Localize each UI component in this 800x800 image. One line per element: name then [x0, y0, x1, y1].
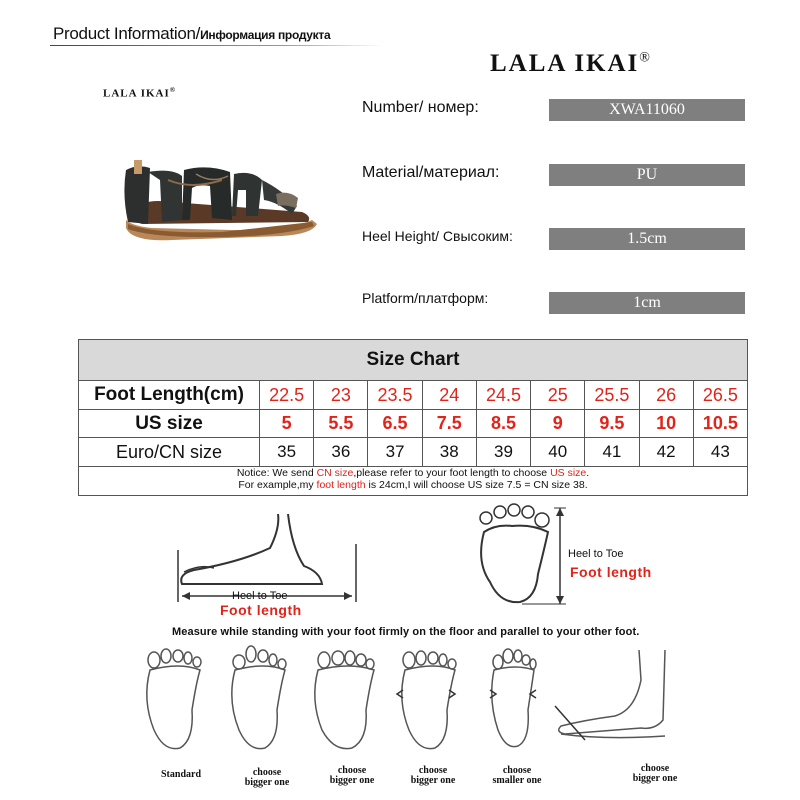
foot-label-5: choose smaller one [492, 765, 542, 786]
table-cell: 23 [314, 381, 368, 409]
header-divider [50, 45, 383, 46]
table-cell: 41 [585, 438, 639, 466]
brand-logo-large: LALA IKAI® [490, 50, 652, 77]
measure-instruction: Measure while standing with your foot firmly on the floor and parallel to your other foot. [172, 626, 640, 638]
table-row-euro-size [79, 438, 747, 467]
side-foot-length-label: Foot length [220, 602, 302, 618]
table-cell: 35 [260, 438, 314, 466]
product-info-title: Product Information/Информация продукта [53, 24, 331, 43]
size-notice: Notice: We send CN size,please refer to your foot length to choose US size. For example,my foot length is 24cm,I will choose US size 7.5 = CN size 38. [236, 467, 590, 491]
foot-type-5 [490, 649, 536, 747]
info-value-material: PU [549, 164, 745, 186]
table-row-us-size [79, 410, 747, 438]
table-cell: 24.5 [477, 381, 531, 409]
table-cell: 10 [640, 410, 694, 437]
info-label-platform: Platform/платформ: [362, 290, 489, 306]
top-foot-length-label: Foot length [570, 564, 652, 580]
table-cell: 37 [368, 438, 422, 466]
table-row-foot-length [79, 381, 747, 410]
table-cell: 22.5 [260, 381, 314, 409]
table-cell: 25 [531, 381, 585, 409]
table-cell: 26.5 [702, 385, 738, 405]
foot-label-2: choose bigger one [244, 767, 290, 788]
foot-types-row [120, 640, 740, 760]
info-label-number: Number/ номер: [362, 99, 479, 116]
table-cell: 5.5 [314, 410, 368, 437]
foot-type-4 [397, 651, 456, 749]
table-cell: 39 [477, 438, 531, 466]
table-cell: 9 [531, 410, 585, 437]
foot-label-3: choose bigger one [329, 765, 375, 786]
table-cell: 23.5 [368, 381, 422, 409]
foot-label-standard: Standard [160, 769, 201, 780]
size-chart-table [78, 339, 748, 496]
foot-type-standard [147, 649, 201, 749]
table-cell: 26 [640, 381, 694, 409]
info-label-heel-height: Heel Height/ Свысоким: [362, 228, 513, 244]
table-cell: 25.5 [585, 381, 639, 409]
foot-label-4: choose bigger one [410, 765, 456, 786]
table-cell: 9.5 [585, 410, 639, 437]
brand-logo-small: LALA IKAI® [103, 86, 177, 100]
info-value-platform: 1cm [549, 292, 745, 314]
table-cell: 38 [423, 438, 477, 466]
table-cell: 6.5 [368, 410, 422, 437]
table-cell: 24 [423, 381, 477, 409]
row-header: Euro/CN size [79, 438, 260, 466]
foot-type-3 [315, 651, 374, 749]
foot-type-6 [555, 650, 665, 740]
top-heel-to-toe-label: Heel to Toe [568, 548, 624, 560]
table-cell: 7.5 [423, 410, 477, 437]
table-cell: 43 [710, 442, 730, 461]
table-cell: 8.5 [477, 410, 531, 437]
size-chart-title: Size Chart [79, 340, 747, 381]
table-cell: 36 [314, 438, 368, 466]
foot-label-6: choose bigger one [632, 763, 678, 784]
sandal-product-image [112, 150, 332, 250]
info-label-material: Material/материал: [362, 164, 500, 181]
table-cell: 10.5 [702, 413, 738, 433]
side-heel-to-toe-label: Heel to Toe [232, 590, 288, 602]
table-cell: 42 [640, 438, 694, 466]
row-header: US size [79, 410, 260, 437]
info-value-number: XWA11060 [549, 99, 745, 121]
row-header: Foot Length(cm) [79, 381, 260, 409]
table-cell: 5 [260, 410, 314, 437]
table-cell: 40 [531, 438, 585, 466]
info-value-heel-height: 1.5cm [549, 228, 745, 250]
foot-type-2 [232, 646, 286, 749]
